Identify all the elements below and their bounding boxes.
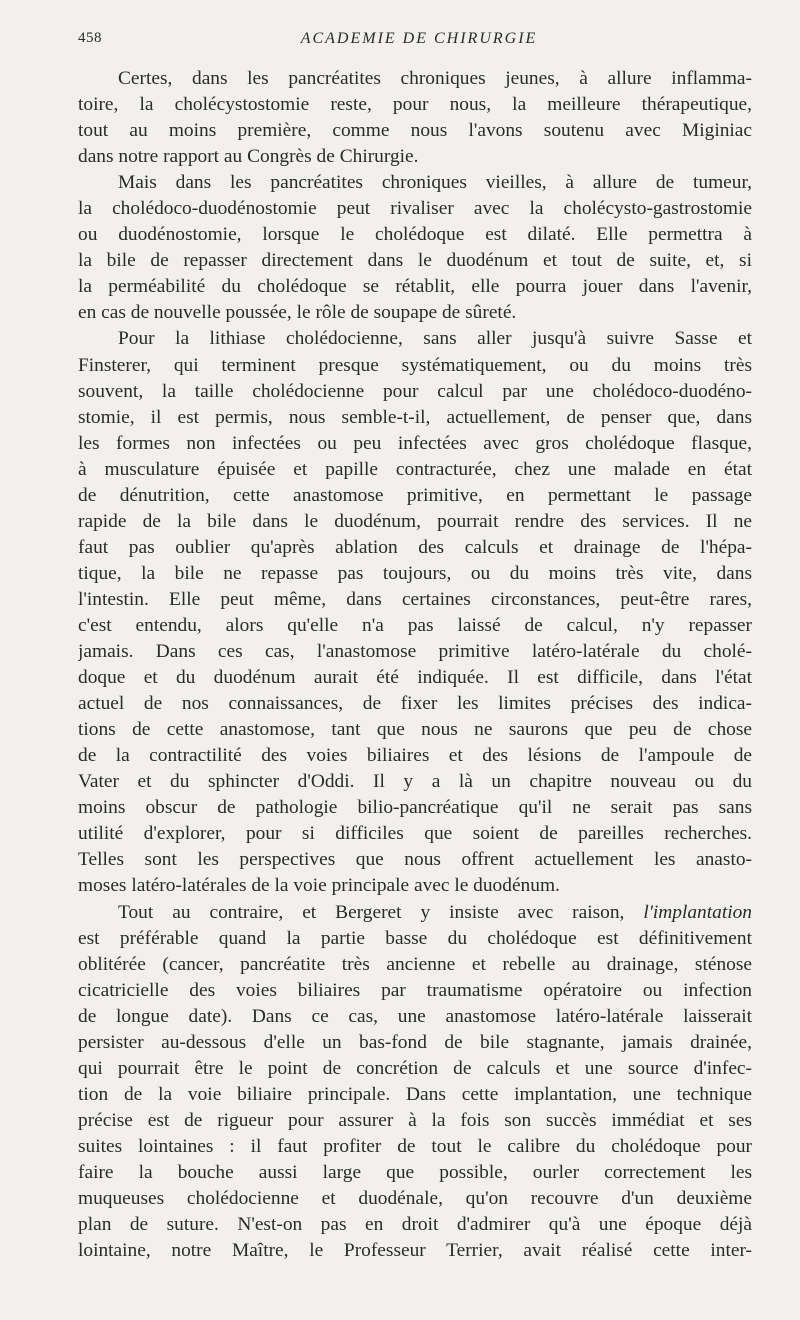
text-line: la cholédoco-duodénostomie peut rivaliser avec la cholécysto-gastrostomie <box>78 198 752 220</box>
text-line: utilité d'explorer, pour si difficiles que soient de pareilles recherches. <box>78 823 752 845</box>
text-line: Vater et du sphincter d'Oddi. Il y a là un chapitre nouveau ou du <box>78 771 752 793</box>
running-head <box>78 30 760 52</box>
text-line: de dénutrition, cette anastomose primitive, en permettant le passage <box>78 484 752 506</box>
text-run: Tout au contraire, et Bergeret y insiste avec raison, <box>118 901 625 923</box>
journal-title: ACADEMIE DE CHIRURGIE <box>300 30 538 47</box>
text-line: l'intestin. Elle peut même, dans certaines circonstances, peut-être rares, <box>78 588 752 610</box>
italic-term: l'implantation <box>643 901 752 923</box>
text-line: Pour la lithiase cholédocienne, sans aller jusqu'à suivre Sasse et <box>118 328 752 350</box>
text-line: c'est entendu, alors qu'elle n'a pas laissé de calcul, n'y repasser <box>78 614 752 636</box>
text-line: faire la bouche aussi large que possible, ourler correctement les <box>78 1161 752 1183</box>
text-line: ou duodénostomie, lorsque le cholédoque est dilaté. Elle permettra à <box>78 224 752 246</box>
text-line: est préférable quand la partie basse du cholédoque est définitivement <box>78 927 752 949</box>
text-line: Mais dans les pancréatites chroniques vieilles, à allure de tumeur, <box>118 172 752 194</box>
text-line: tion de la voie biliaire principale. Dans cette implantation, une technique <box>78 1083 752 1105</box>
text-line: plan de suture. N'est-on pas en droit d'admirer qu'à une époque déjà <box>78 1214 752 1236</box>
text-line: jamais. Dans ces cas, l'anastomose primitive latéro-latérale du cholé- <box>78 641 752 663</box>
text-line: moses latéro-latérales de la voie principale avec le duodénum. <box>78 875 560 897</box>
text-line: stomie, il est permis, nous semble-t-il, actuellement, de penser que, dans <box>78 406 752 428</box>
text-line: moins obscur de pathologie bilio-pancréatique qu'il ne serait pas sans <box>78 797 752 819</box>
text-line: Certes, dans les pancréatites chroniques jeunes, à allure inflamma- <box>118 68 752 89</box>
text-line: la perméabilité du cholédoque se rétablit, elle pourra jouer dans l'avenir, <box>78 276 752 298</box>
text-line: doque et du duodénum aurait été indiquée. Il est difficile, dans l'état <box>78 667 752 689</box>
page-number: 458 <box>78 30 102 46</box>
text-line: de la contractilité des voies biliaires et des lésions de l'ampoule de <box>78 745 752 767</box>
text-line: rapide de la bile dans le duodénum, pourrait rendre des services. Il ne <box>78 510 752 532</box>
text-line: muqueuses cholédocienne et duodénale, qu'on recouvre d'un deuxième <box>78 1188 752 1210</box>
text-line: tions de cette anastomose, tant que nous ne saurons que peu de chose <box>78 719 752 741</box>
text-line: Finsterer, qui terminent presque systématiquement, ou du moins très <box>78 354 752 376</box>
text-line: persister au-dessous d'elle un bas-fond de bile stagnante, jamais drainée, <box>78 1031 752 1053</box>
text-line: toire, la cholécystostomie reste, pour nous, la meilleure thérapeutique, <box>78 94 752 116</box>
text-line: les formes non infectées ou peu infectées avec gros cholédoque flasque, <box>78 432 752 454</box>
text-line: Telles sont les perspectives que nous offrent actuellement les anasto- <box>78 849 752 871</box>
body-text <box>78 66 752 1264</box>
text-line: de longue date). Dans ce cas, une anastomose latéro-latérale laisserait <box>78 1005 752 1027</box>
text-line: actuel de nos connaissances, de fixer les limites précises des indica- <box>78 693 752 715</box>
text-line: tique, la bile ne repasse pas toujours, ou du moins très vite, dans <box>78 562 752 584</box>
text-line: cicatricielle des voies biliaires par traumatisme opératoire ou infection <box>78 979 752 1001</box>
text-line: tout au moins première, comme nous l'avons soutenu avec Miginiac <box>78 120 752 142</box>
text-line: souvent, la taille cholédocienne pour calcul par une cholédoco-duodéno- <box>78 380 752 402</box>
text-line-with-italic <box>78 900 752 926</box>
text-line: dans notre rapport au Congrès de Chirurgie. <box>78 146 419 168</box>
text-line: suites lointaines : il faut profiter de tout le calibre du cholédoque pour <box>78 1135 752 1157</box>
text-line: à musculature épuisée et papille contracturée, chez une malade en état <box>78 458 752 480</box>
text-line: la bile de repasser directement dans le duodénum et tout de suite, et, si <box>78 250 752 272</box>
text-line: en cas de nouvelle poussée, le rôle de soupape de sûreté. <box>78 302 517 324</box>
text-line: précise est de rigueur pour assurer à la fois son succès immédiat et ses <box>78 1109 752 1131</box>
text-line: faut pas oublier qu'après ablation des calculs et drainage de l'hépa- <box>78 536 752 558</box>
text-line: lointaine, notre Maître, le Professeur Terrier, avait réalisé cette inter- <box>78 1240 752 1262</box>
text-line: qui pourrait être le point de concrétion de calculs et une source d'infec- <box>78 1057 752 1079</box>
text-line: oblitérée (cancer, pancréatite très ancienne et rebelle au drainage, sténose <box>78 953 752 975</box>
